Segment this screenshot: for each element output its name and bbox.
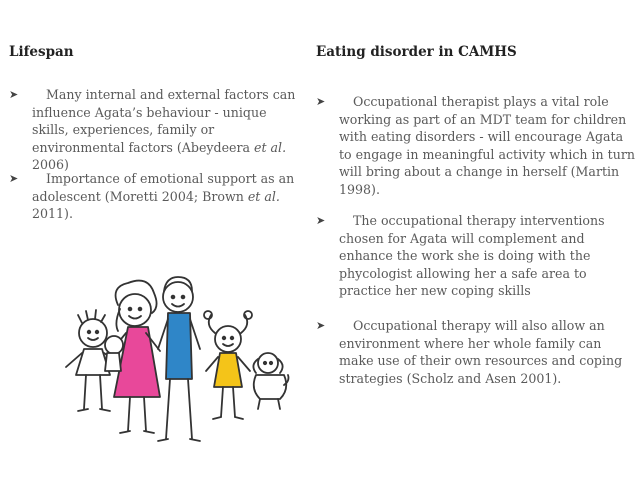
arrow-bullet-icon: ➤: [9, 88, 19, 101]
left-bullet-2-year: 2011).: [32, 206, 73, 222]
arrow-bullet-icon: ➤: [316, 95, 326, 108]
left-bullet-2: [9, 170, 299, 223]
left-bullet-1: [9, 86, 299, 174]
arrow-bullet-icon: ➤: [316, 319, 326, 332]
left-heading: Lifespan: [9, 44, 74, 60]
arrow-bullet-icon: ➤: [9, 172, 19, 185]
arrow-bullet-icon: ➤: [316, 214, 326, 227]
right-bullet-1: [316, 93, 636, 199]
right-bullet-1-text: Occupational therapist plays a vital role working as part of an MDT team for children with eating disorders - will encourage Agata to engage in meaningful activity which in turn will bring about a change in herself (Martin 1998).: [339, 94, 635, 197]
family-drawing-icon: [60, 275, 290, 470]
right-bullet-3: [316, 317, 636, 387]
right-heading: Eating disorder in CAMHS: [316, 44, 517, 60]
right-bullet-2-text: The occupational therapy interventions chosen for Agata will complement and enhance the work she is doing with the phycologist allowing her a safe area to practice her new coping skills: [339, 213, 605, 299]
right-bullet-3-text: Occupational therapy will also allow an environment where her whole family can make use of their own resources and coping strategies (Scholz and Asen 2001).: [339, 318, 623, 386]
right-bullet-2: [316, 212, 636, 300]
left-bullet-2-text: Importance of emotional support as an adolescent (Moretti 2004; Brown: [32, 171, 295, 204]
left-bullet-1-year: 2006): [32, 157, 69, 173]
left-bullet-2-etal: et al.: [247, 188, 280, 204]
left-bullet-1-etal: et al.: [254, 139, 287, 155]
left-bullet-1-text: Many internal and external factors can influence Agata’s behaviour - unique skills, experiences, family or environmental factors (Abeydeera: [32, 87, 296, 155]
